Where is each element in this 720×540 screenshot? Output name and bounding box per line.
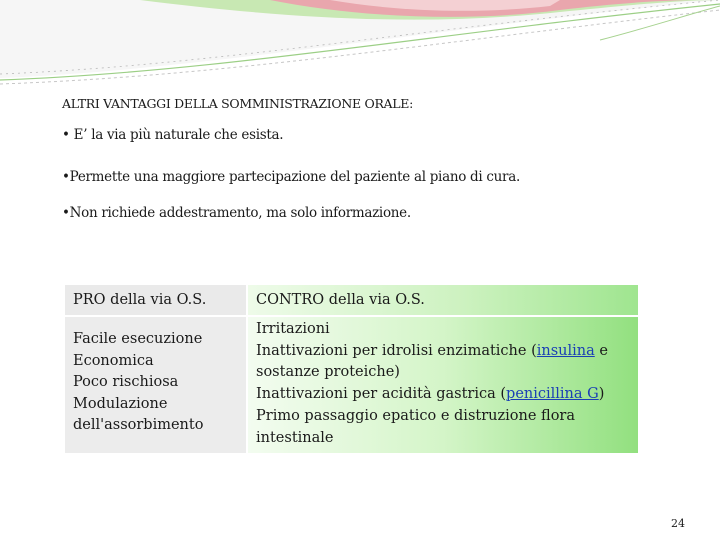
pro-item: dell'assorbimento — [73, 417, 204, 433]
bullet-item: •Permette una maggiore partecipazione del paziente al piano di cura. — [62, 169, 520, 185]
contro-text: ) — [598, 386, 605, 403]
contro-item: sostanze proteiche) — [256, 364, 400, 381]
pro-header: PRO della via O.S. — [65, 285, 246, 315]
contro-header: CONTRO della via O.S. — [248, 285, 638, 315]
header-decoration — [0, 0, 720, 90]
contro-item: Primo passaggio epatico e distruzione flora — [256, 407, 575, 424]
pro-list — [65, 317, 246, 453]
contro-text: e — [594, 342, 608, 359]
contro-item: intestinale — [256, 429, 334, 446]
contro-item — [256, 384, 630, 406]
page-number: 24 — [671, 517, 685, 530]
contro-item — [256, 341, 630, 363]
penicillina-link[interactable]: penicillina G — [506, 386, 599, 403]
bullet-item: •Non richiede addestramento, ma solo informazione. — [62, 205, 411, 221]
contro-text: Inattivazioni per acidità gastrica ( — [256, 386, 507, 403]
pro-item: Facile esecuzione — [73, 331, 203, 347]
contro-item: Irritazioni — [256, 321, 330, 337]
contro-text: Inattivazioni per idrolisi enzimatiche ( — [256, 342, 537, 359]
pro-item: Poco rischiosa — [73, 374, 179, 390]
contro-list — [248, 317, 638, 453]
pro-item: Modulazione — [73, 395, 168, 412]
bullet-item: • E’ la via più naturale che esista. — [62, 127, 284, 143]
pro-contro-table — [65, 285, 638, 453]
pro-item: Economica — [73, 352, 154, 369]
insulina-link[interactable]: insulina — [536, 342, 595, 359]
slide-heading: ALTRI VANTAGGI DELLA SOMMINISTRAZIONE ORALE: — [62, 96, 414, 111]
